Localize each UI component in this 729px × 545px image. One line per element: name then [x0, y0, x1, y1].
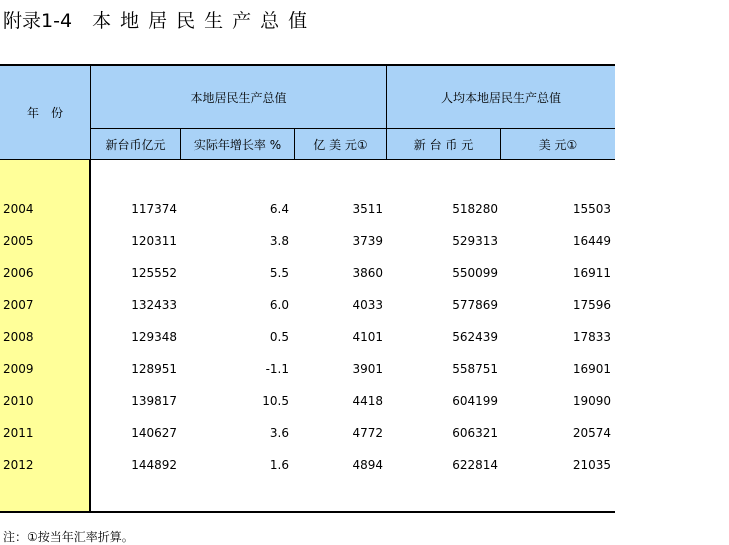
cell-usd-100m: 3739 [352, 234, 383, 248]
cell-ntd-100m: 128951 [131, 362, 177, 376]
table-row [0, 266, 615, 286]
cell-year: 2009 [3, 362, 34, 376]
header-ntd-100m [91, 129, 181, 160]
cell-pc-ntd: 622814 [452, 458, 498, 472]
table-row [0, 394, 615, 414]
header-group-total [91, 66, 387, 129]
footnote: 注：①按当年汇率折算。 [3, 530, 134, 544]
table-row [0, 234, 615, 254]
cell-growth: 3.8 [269, 234, 289, 248]
cell-growth: 6.4 [269, 202, 289, 216]
cell-growth: 1.6 [269, 458, 289, 472]
header-group-per-capita-label: 人均本地居民生产总值 [440, 90, 561, 105]
cell-ntd-100m: 144892 [131, 458, 177, 472]
cell-usd-100m: 3860 [352, 266, 383, 280]
cell-growth: 6.0 [269, 298, 289, 312]
cell-pc-usd: 16449 [572, 234, 611, 248]
cell-year: 2007 [3, 298, 34, 312]
header-year [0, 66, 91, 160]
cell-pc-ntd: 558751 [452, 362, 498, 376]
cell-pc-ntd: 529313 [452, 234, 498, 248]
cell-ntd-100m: 139817 [131, 394, 177, 408]
cell-usd-100m: 4894 [352, 458, 383, 472]
cell-year: 2004 [3, 202, 34, 216]
header-usd-100m-label: 亿 美 元① [313, 137, 368, 152]
cell-year: 2008 [3, 330, 34, 344]
cell-pc-ntd: 562439 [452, 330, 498, 344]
header-group-total-label: 本地居民生产总值 [190, 90, 287, 105]
cell-ntd-100m: 120311 [131, 234, 177, 248]
cell-pc-usd: 15503 [572, 202, 611, 216]
table-bottom-rule [0, 511, 615, 513]
cell-pc-ntd: 550099 [452, 266, 498, 280]
cell-pc-ntd: 518280 [452, 202, 498, 216]
cell-year: 2011 [3, 426, 34, 440]
table-row [0, 362, 615, 382]
cell-pc-ntd: 577869 [452, 298, 498, 312]
cell-growth: 5.5 [269, 266, 289, 280]
cell-pc-usd: 20574 [572, 426, 611, 440]
cell-year: 2006 [3, 266, 34, 280]
cell-usd-100m: 4772 [352, 426, 383, 440]
gdp-table [0, 64, 615, 514]
cell-usd-100m: 4418 [352, 394, 383, 408]
header-usd-label: 美 元① [538, 137, 578, 152]
cell-pc-usd: 21035 [572, 458, 611, 472]
header-usd-100m [295, 129, 387, 160]
cell-pc-usd: 16911 [572, 266, 611, 280]
table-row [0, 330, 615, 350]
header-usd [501, 129, 615, 160]
title-main: 本地居民生产总值 [92, 10, 317, 32]
cell-pc-usd: 17833 [572, 330, 611, 344]
cell-usd-100m: 3511 [352, 202, 383, 216]
cell-usd-100m: 4033 [352, 298, 383, 312]
header-group-per-capita [387, 66, 615, 129]
table-row [0, 458, 615, 478]
table-row [0, 298, 615, 318]
cell-pc-usd: 16901 [572, 362, 611, 376]
cell-pc-ntd: 604199 [452, 394, 498, 408]
cell-pc-usd: 19090 [572, 394, 611, 408]
cell-ntd-100m: 129348 [131, 330, 177, 344]
cell-year: 2010 [3, 394, 34, 408]
header-ntd-label: 新 台 币 元 [413, 137, 474, 152]
cell-growth: -1.1 [265, 362, 289, 376]
cell-ntd-100m: 140627 [131, 426, 177, 440]
cell-usd-100m: 3901 [352, 362, 383, 376]
cell-usd-100m: 4101 [352, 330, 383, 344]
cell-growth: 10.5 [262, 394, 289, 408]
title-prefix: 附录1-4 [3, 10, 73, 32]
cell-ntd-100m: 117374 [131, 202, 177, 216]
table-row [0, 426, 615, 446]
header-ntd-100m-label: 新台币亿元 [105, 137, 166, 152]
cell-growth: 3.6 [269, 426, 289, 440]
header-growth [181, 129, 295, 160]
header-year-label: 年 份 [26, 106, 63, 120]
cell-year: 2012 [3, 458, 34, 472]
header-growth-label: 实际年增长率 % [193, 137, 282, 152]
header-ntd [387, 129, 501, 160]
cell-pc-ntd: 606321 [452, 426, 498, 440]
cell-growth: 0.5 [269, 330, 289, 344]
table-row [0, 202, 615, 222]
cell-ntd-100m: 125552 [131, 266, 177, 280]
cell-ntd-100m: 132433 [131, 298, 177, 312]
cell-year: 2005 [3, 234, 34, 248]
cell-pc-usd: 17596 [572, 298, 611, 312]
page-title [3, 6, 316, 33]
